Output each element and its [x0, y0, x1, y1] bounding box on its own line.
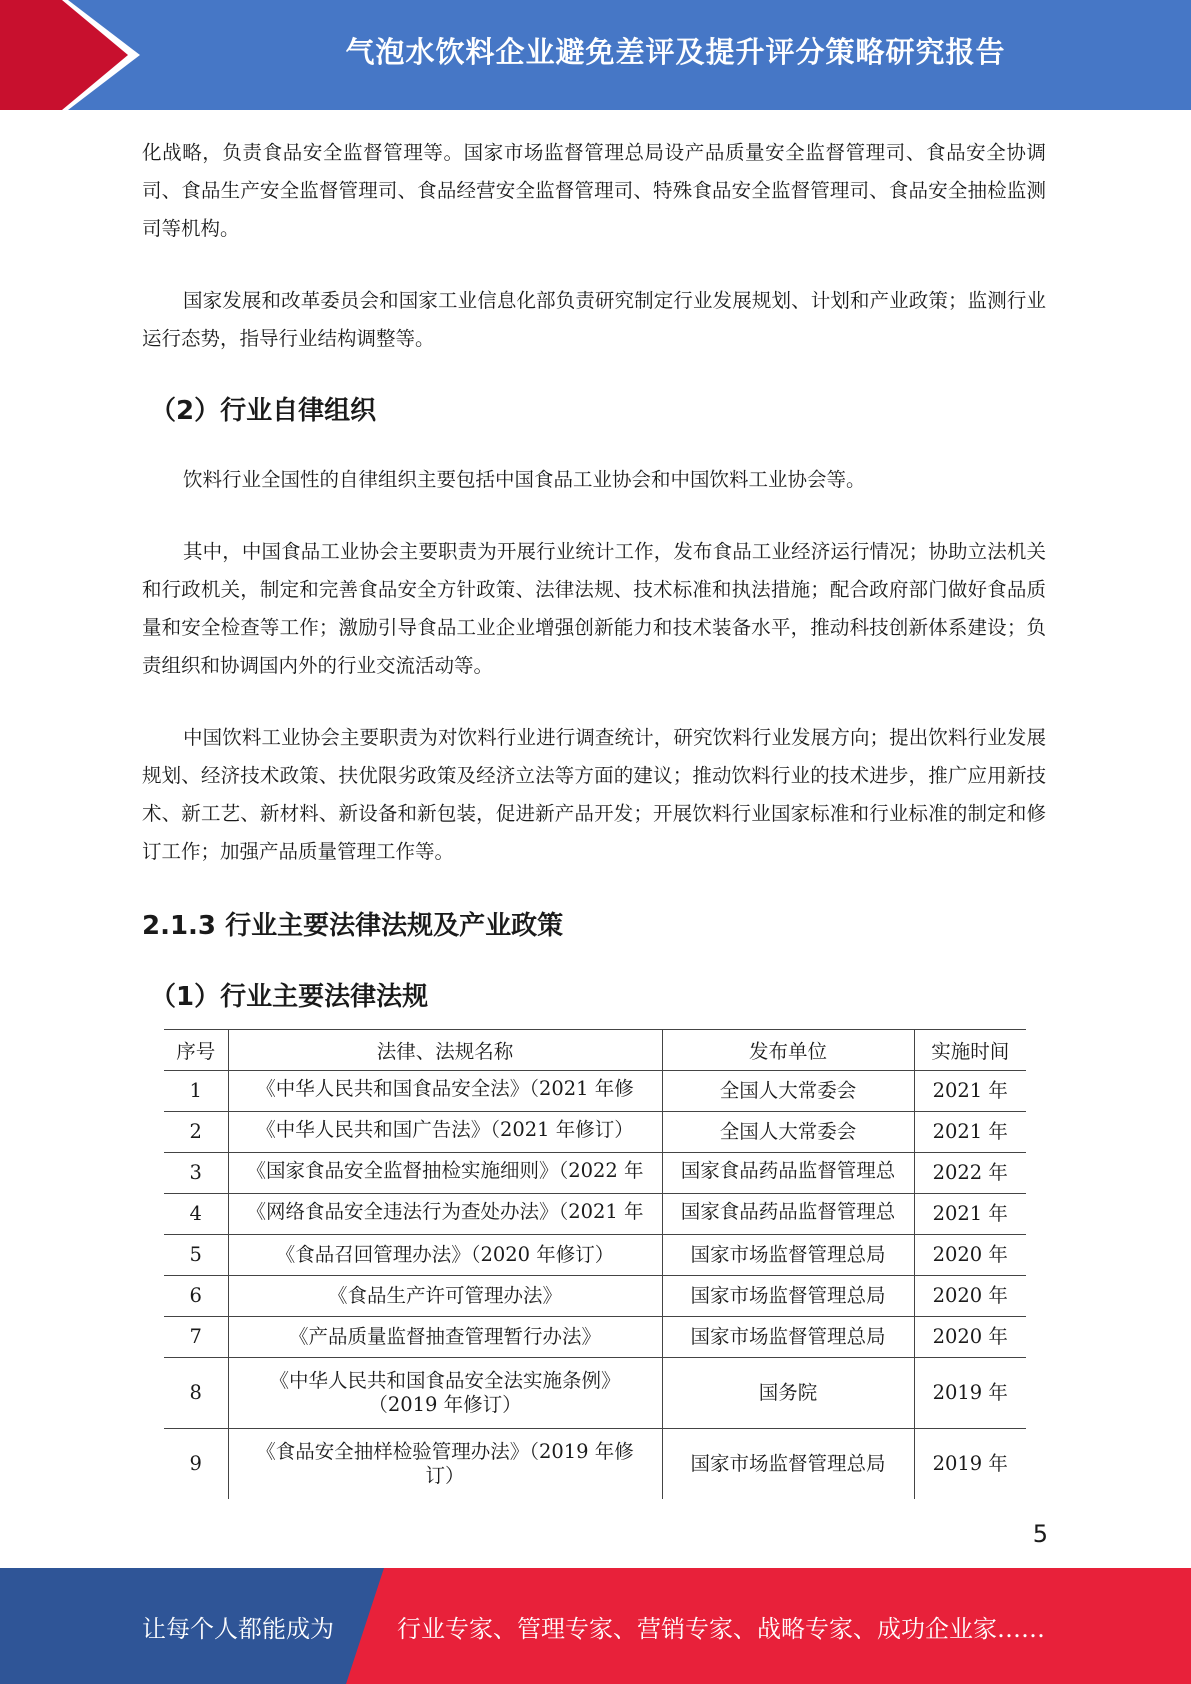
effective-date: 2020 年 — [914, 1235, 1026, 1276]
effective-date: 2022 年 — [914, 1153, 1026, 1194]
paragraph-ndrc: 国家发展和改革委员会和国家工业信息化部负责研究制定行业发展规划、计划和产业政策；监测行业运行态势，指导行业结构调整等。 — [142, 289, 1046, 350]
row-number: 2 — [164, 1112, 228, 1153]
table-row — [164, 1276, 1026, 1317]
row-number: 6 — [164, 1276, 228, 1317]
table-row — [164, 1429, 1026, 1500]
law-name: 《中华人民共和国食品安全法实施条例》 （2019 年修订） — [228, 1358, 662, 1429]
table-row — [164, 1153, 1026, 1194]
law-name: 《中华人民共和国广告法》（2021 年修订） — [228, 1112, 662, 1153]
paragraph-food-association: 其中，中国食品工业协会主要职责为开展行业统计工作，发布食品工业经济运行情况；协助立法机关和行政机关，制定和完善食品安全方针政策、法律法规、技术标准和执法措施；配合政府部门做好食品质量和安全检查等工作；激励引导食品工业企业增强创新能力和技术装备水平，推动科技创新体系建设；负责组织和协调国内外的行业交流活动等。 — [142, 540, 1046, 677]
effective-date: 2019 年 — [914, 1429, 1026, 1500]
page-content — [142, 134, 1046, 1013]
table-row — [164, 1317, 1026, 1358]
column-header-number: 序号 — [164, 1030, 228, 1071]
paragraph-associations: 饮料行业全国性的自律组织主要包括中国食品工业协会和中国饮料工业协会等。 — [183, 468, 866, 491]
effective-date: 2021 年 — [914, 1194, 1026, 1235]
law-name: 《国家食品安全监督抽检实施细则》（2022 年 — [228, 1153, 662, 1194]
issuer: 国务院 — [662, 1358, 914, 1429]
issuer: 国家市场监督管理总局 — [662, 1317, 914, 1358]
issuer: 国家市场监督管理总局 — [662, 1235, 914, 1276]
column-header-issuer: 发布单位 — [662, 1030, 914, 1071]
issuer: 国家市场监督管理总局 — [662, 1276, 914, 1317]
table-row — [164, 1358, 1026, 1429]
page-number: 5 — [1032, 1520, 1048, 1548]
heading-main-laws: （1）行业主要法律法规 — [150, 982, 429, 1012]
footer-slogan-left: 让每个人都能成为 — [142, 1614, 334, 1643]
row-number: 7 — [164, 1317, 228, 1358]
issuer: 国家市场监督管理总局 — [662, 1429, 914, 1500]
table-row — [164, 1112, 1026, 1153]
effective-date: 2021 年 — [914, 1112, 1026, 1153]
row-number: 1 — [164, 1071, 228, 1112]
row-number: 9 — [164, 1429, 228, 1500]
paragraph-beverage-association: 中国饮料工业协会主要职责为对饮料行业进行调查统计，研究饮料行业发展方向；提出饮料行业发展规划、经济技术政策、扶优限劣政策及经济立法等方面的建议；推动饮料行业的技术进步，推广应用新技术、新工艺、新材料、新设备和新包装，促进新产品开发；开展饮料行业国家标准和行业标准的制定和修订工作；加强产品质量管理工作等。 — [142, 726, 1046, 863]
heading-section-2-1-3: 2.1.3 行业主要法律法规及产业政策 — [142, 911, 564, 941]
table-header-row — [164, 1030, 1026, 1071]
issuer: 国家食品药品监督管理总 — [662, 1153, 914, 1194]
table-row — [164, 1194, 1026, 1235]
report-title: 气泡水饮料企业避免差评及提升评分策略研究报告 — [345, 34, 1006, 69]
effective-date: 2020 年 — [914, 1276, 1026, 1317]
row-number: 5 — [164, 1235, 228, 1276]
law-name: 《食品安全抽样检验管理办法》（2019 年修 订） — [228, 1429, 662, 1500]
header-bar — [0, 0, 1191, 110]
row-number: 3 — [164, 1153, 228, 1194]
row-number: 4 — [164, 1194, 228, 1235]
issuer: 全国人大常委会 — [662, 1112, 914, 1153]
header-chevron-decoration — [0, 0, 160, 110]
laws-table — [164, 1029, 1026, 1499]
effective-date: 2019 年 — [914, 1358, 1026, 1429]
issuer: 国家食品药品监督管理总 — [662, 1194, 914, 1235]
column-header-name: 法律、法规名称 — [228, 1030, 662, 1071]
row-number: 8 — [164, 1358, 228, 1429]
law-name: 《产品质量监督抽查管理暂行办法》 — [228, 1317, 662, 1358]
footer-banner — [0, 1568, 1191, 1684]
issuer: 全国人大常委会 — [662, 1071, 914, 1112]
footer-slogan-right: 行业专家、管理专家、营销专家、战略专家、成功企业家…… — [397, 1614, 1045, 1643]
paragraph-regulators: 化战略，负责食品安全监督管理等。国家市场监督管理总局设产品质量安全监督管理司、食品安全协调司、食品生产安全监督管理司、食品经营安全监督管理司、特殊食品安全监督管理司、食品安全抽检监测司等机构。 — [142, 141, 1046, 240]
table-row — [164, 1235, 1026, 1276]
column-header-date: 实施时间 — [914, 1030, 1026, 1071]
heading-self-regulation: （2）行业自律组织 — [150, 396, 377, 426]
law-name: 《食品生产许可管理办法》 — [228, 1276, 662, 1317]
effective-date: 2021 年 — [914, 1071, 1026, 1112]
law-name: 《中华人民共和国食品安全法》（2021 年修 — [228, 1071, 662, 1112]
law-name: 《网络食品安全违法行为查处办法》（2021 年 — [228, 1194, 662, 1235]
effective-date: 2020 年 — [914, 1317, 1026, 1358]
table-row — [164, 1071, 1026, 1112]
law-name: 《食品召回管理办法》（2020 年修订） — [228, 1235, 662, 1276]
